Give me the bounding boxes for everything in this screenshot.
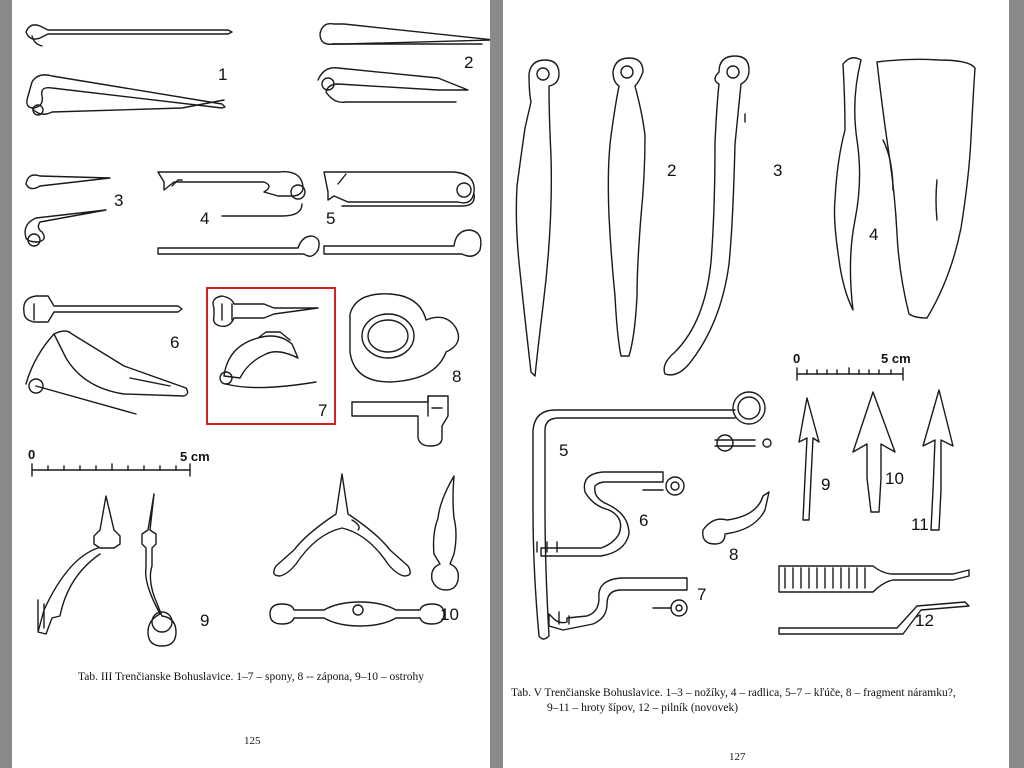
figure-number-10: 10	[440, 605, 459, 624]
highlight-box-artifact-7	[206, 287, 336, 425]
artifact-12-file	[779, 566, 969, 634]
page-number-right: 127	[729, 751, 746, 763]
right-page	[503, 0, 1009, 768]
artifact-9-spur	[38, 494, 176, 646]
figure-number-2: 2	[464, 53, 474, 72]
scale-label-end-right: 5 cm	[881, 351, 911, 366]
scale-label-start-right: 0	[793, 351, 801, 366]
figure-number-4: 4	[200, 209, 210, 228]
figure-number-6: 6	[639, 511, 649, 530]
artifact-10-spur	[270, 474, 458, 626]
artifact-3-knife	[664, 56, 749, 375]
artifact-5-key	[533, 392, 771, 639]
figure-number-7: 7	[318, 401, 328, 420]
artifact-7-key	[549, 578, 687, 630]
figure-number-2: 2	[667, 161, 677, 180]
figure-number-6: 6	[170, 333, 180, 352]
artifact-8-buckle	[350, 294, 458, 446]
figure-number-10: 10	[885, 469, 904, 488]
caption-left: Tab. III Trenčianske Bohuslavice. 1–7 – spony, 8 -- zápona, 9–10 – ostrohy	[78, 671, 424, 683]
figure-number-5: 5	[559, 441, 569, 460]
scale-label-start: 0	[28, 447, 36, 462]
artifact-4-fibula	[158, 172, 319, 257]
artifact-1-knife	[516, 60, 559, 376]
caption-right-line2: 9–11 – hroty šípov, 12 – pilník (novovek)	[547, 702, 739, 714]
scale-bar-left	[32, 464, 190, 476]
figure-number-1: 1	[218, 65, 228, 84]
figure-number-8: 8	[452, 367, 462, 386]
page-number-left: 125	[244, 735, 261, 747]
artifact-2-knife	[608, 58, 645, 356]
figure-number-11: 11	[911, 515, 929, 534]
figure-number-4: 4	[869, 225, 879, 244]
left-page	[12, 0, 490, 768]
figure-number-9: 9	[821, 475, 831, 494]
artifact-8-bracelet-fragment	[703, 492, 769, 544]
scale-bar-right	[797, 368, 903, 380]
artifact-1-fibula	[26, 25, 232, 115]
plate-drawings-right	[503, 0, 1009, 768]
figure-number-8: 8	[729, 545, 739, 564]
caption-right-line1: Tab. V Trenčianske Bohuslavice. 1–3 – nožíky, 4 – radlica, 5–7 – kľúče, 8 – fragment náramku?,	[511, 687, 956, 699]
artifact-3-fibula	[25, 175, 110, 246]
artifact-6-key	[537, 472, 684, 556]
artifact-10-arrowhead	[853, 392, 895, 512]
artifact-6-fibula	[24, 296, 188, 414]
figure-number-7: 7	[697, 585, 707, 604]
figure-number-5: 5	[326, 209, 336, 228]
figure-number-9: 9	[200, 611, 210, 630]
artifact-5-fibula	[324, 172, 481, 256]
figure-number-3: 3	[773, 161, 783, 180]
artifact-11-arrowhead	[923, 390, 953, 530]
figure-number-12: 12	[915, 611, 934, 630]
artifact-9-arrowhead	[799, 398, 819, 520]
artifact-4-ploughshare	[835, 58, 976, 318]
scale-label-end: 5 cm	[180, 449, 210, 464]
figure-number-3: 3	[114, 191, 124, 210]
